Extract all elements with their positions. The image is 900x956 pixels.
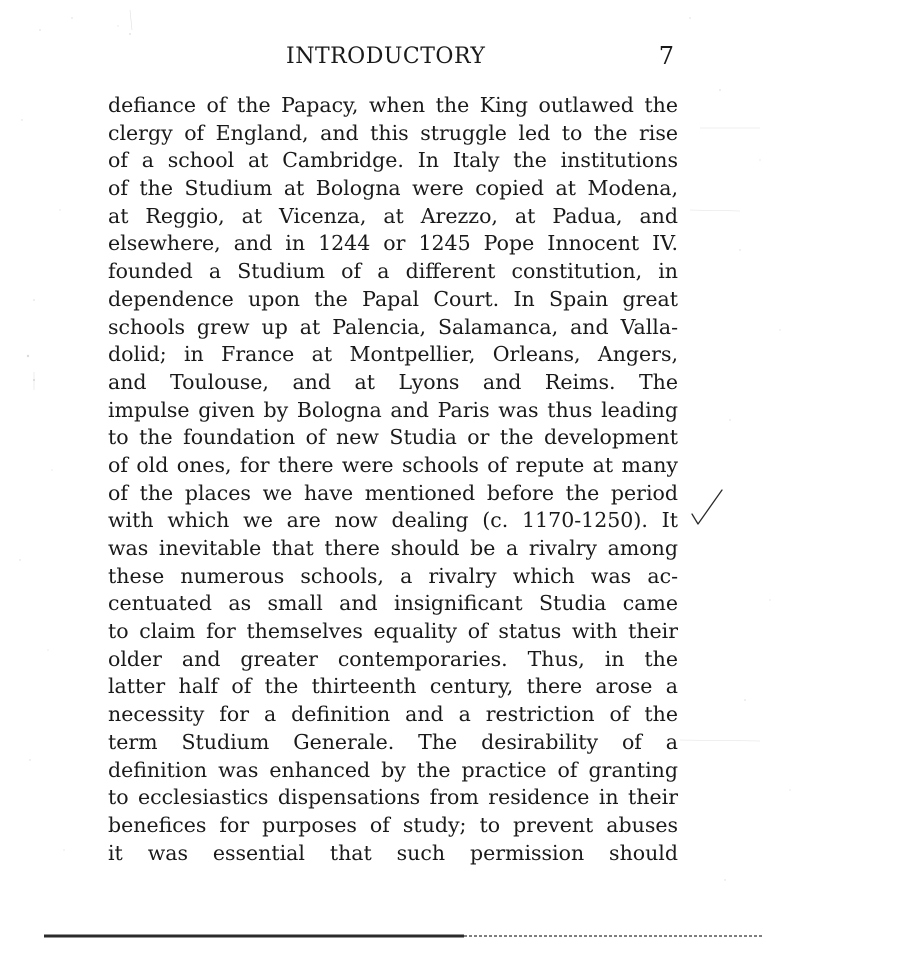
text-line: to the foundation of new Studia or the development xyxy=(108,425,678,450)
text-line: benefices for purposes of study; to prevent abuses xyxy=(108,812,678,837)
text-line: clergy of England, and this struggle led to the rise xyxy=(108,120,678,145)
text-line: and Toulouse, and at Lyons and Reims. The xyxy=(108,369,678,394)
text-line: defiance of the Papacy, when the King outlawed the xyxy=(108,93,678,117)
text-line: of the Studium at Bologna were copied at Modena, xyxy=(108,176,678,201)
text-line: definition was enhanced by the practice of granting xyxy=(108,757,678,782)
text-line: it was essential that such permission should xyxy=(108,840,678,865)
page-number: 7 xyxy=(658,42,674,70)
text-line: necessity for a definition and a restriction of the xyxy=(108,702,678,727)
text-line: dependence upon the Papal Court. In Spain great xyxy=(108,286,678,311)
text-line: was inevitable that there should be a rivalry among xyxy=(108,536,678,560)
body-text xyxy=(108,92,678,867)
text-line: elsewhere, and in 1244 or 1245 Pope Innocent IV. xyxy=(108,231,678,256)
margin-checkmark-icon xyxy=(690,488,730,532)
text-line: with which we are now dealing (c. 1170-1250). It xyxy=(108,508,678,533)
text-line: to ecclesiastics dispensations from residence in their xyxy=(108,785,678,810)
text-line: impulse given by Bologna and Paris was thus leading xyxy=(108,397,678,422)
text-line: founded a Studium of a different constitution, in xyxy=(108,259,678,284)
text-line: latter half of the thirteenth century, there arose a xyxy=(108,674,678,699)
bottom-rule-divider xyxy=(44,932,764,940)
text-line: of a school at Cambridge. In Italy the institutions xyxy=(108,148,678,173)
text-line: schools grew up at Palencia, Salamanca, and Valla- xyxy=(108,314,678,339)
text-line: of old ones, for there were schools of repute at many xyxy=(108,452,678,477)
text-line: of the places we have mentioned before the period xyxy=(108,480,678,505)
text-line: older and greater contemporaries. Thus, in the xyxy=(108,646,678,671)
text-line: centuated as small and insignificant Studia came xyxy=(108,591,678,616)
page-header xyxy=(108,40,680,76)
text-line: term Studium Generale. The desirability of a xyxy=(108,729,678,754)
text-line: these numerous schools, a rivalry which was ac- xyxy=(108,563,678,588)
running-title: INTRODUCTORY xyxy=(286,44,486,69)
text-line: at Reggio, at Vicenza, at Arezzo, at Padua, and xyxy=(108,203,678,228)
text-line: dolid; in France at Montpellier, Orleans, Angers, xyxy=(108,342,678,367)
text-line: to claim for themselves equality of status with their xyxy=(108,619,678,644)
